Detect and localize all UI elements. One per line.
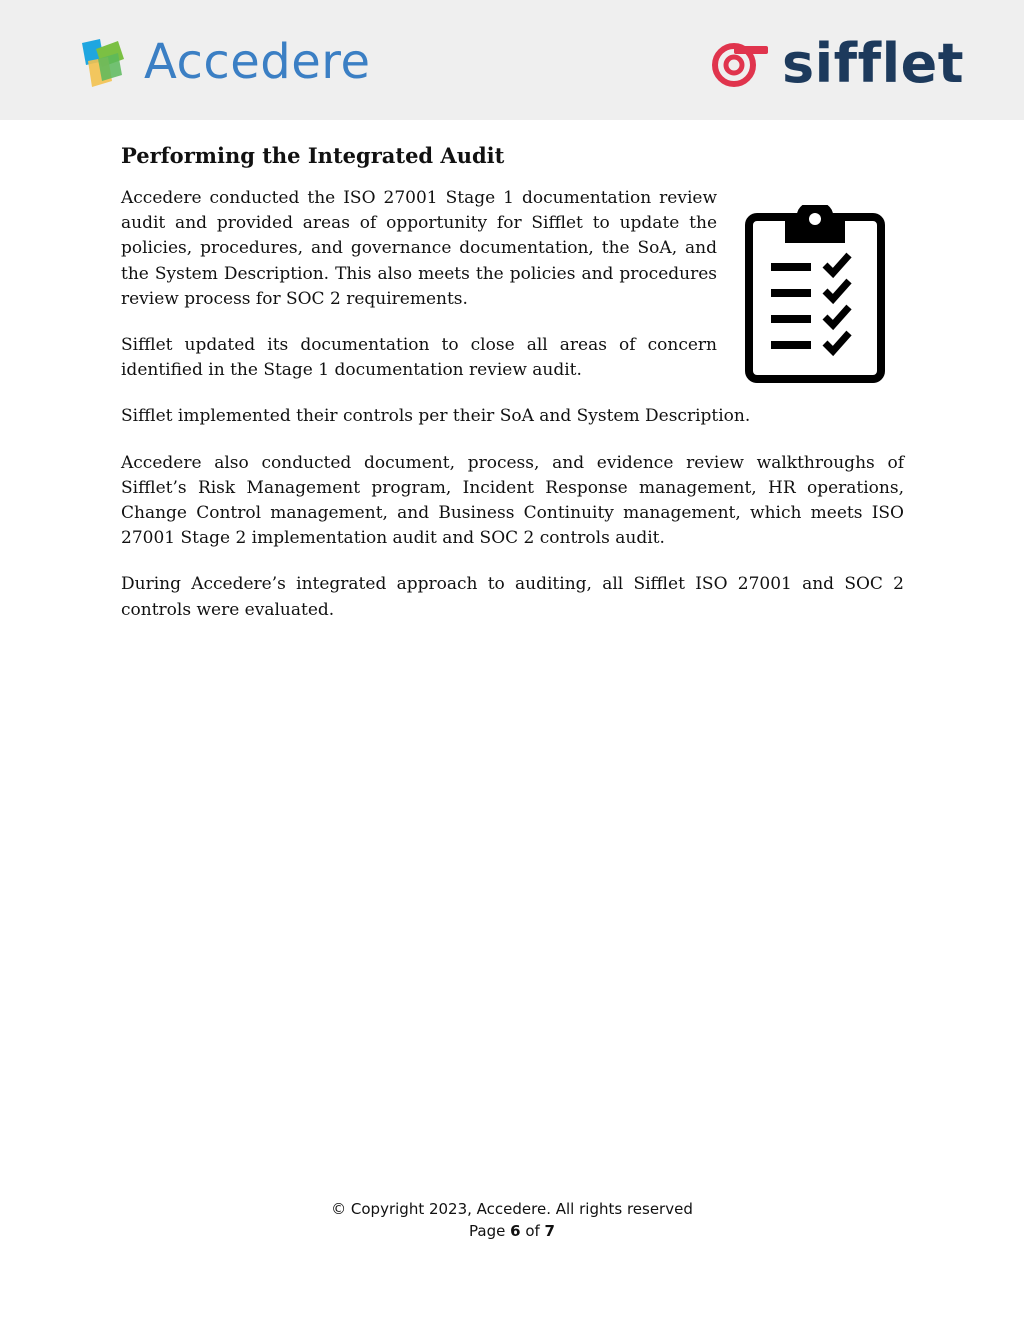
page-footer	[0, 1198, 1024, 1242]
paragraph-documentation-update: Sifflet updated its documentation to close all areas of concern identified in the Stage 1 documentation review audit.	[121, 335, 717, 381]
paragraph-controls-implemented: Sifflet implemented their controls per their SoA and System Description.	[121, 406, 751, 427]
sifflet-logo	[710, 34, 964, 94]
copyright-notice: © Copyright 2023, Accedere. All rights reserved	[331, 1200, 693, 1218]
page-total: 7	[544, 1222, 555, 1240]
accedere-logo	[78, 34, 371, 90]
page-current: 6	[510, 1222, 521, 1240]
accedere-logo-icon	[78, 35, 126, 89]
sifflet-wordmark: sifflet	[782, 32, 965, 95]
accedere-wordmark: Accedere	[144, 34, 371, 90]
page-prefix: Page	[469, 1222, 511, 1240]
page-number	[0, 1220, 1024, 1242]
paragraph-integrated-approach: During Accedere’s integrated approach to auditing, all Sifflet ISO 27001 and SOC 2 controls were evaluated.	[121, 574, 904, 620]
section-title: Performing the Integrated Audit	[121, 143, 505, 168]
page-header	[0, 0, 1024, 120]
sifflet-logo-icon	[710, 39, 772, 89]
paragraph-walkthroughs: Accedere also conducted document, process, and evidence review walkthroughs of Sifflet’s Risk Management program, Incident Response management, HR operations, Change Control management, and Business Continuity management, which meets ISO 27001 Stage 2 implementation audit and SOC 2 controls audit.	[121, 452, 904, 549]
paragraph-stage1-review: Accedere conducted the ISO 27001 Stage 1 documentation review audit and provided areas of opportunity for Sifflet to update the policies, procedures, and governance documentation, the SoA, and the System Description. This also meets the policies and procedures review process for SOC 2 requirements.	[121, 188, 717, 309]
page-of: of	[520, 1222, 545, 1240]
clipboard-checklist-icon	[745, 205, 885, 387]
